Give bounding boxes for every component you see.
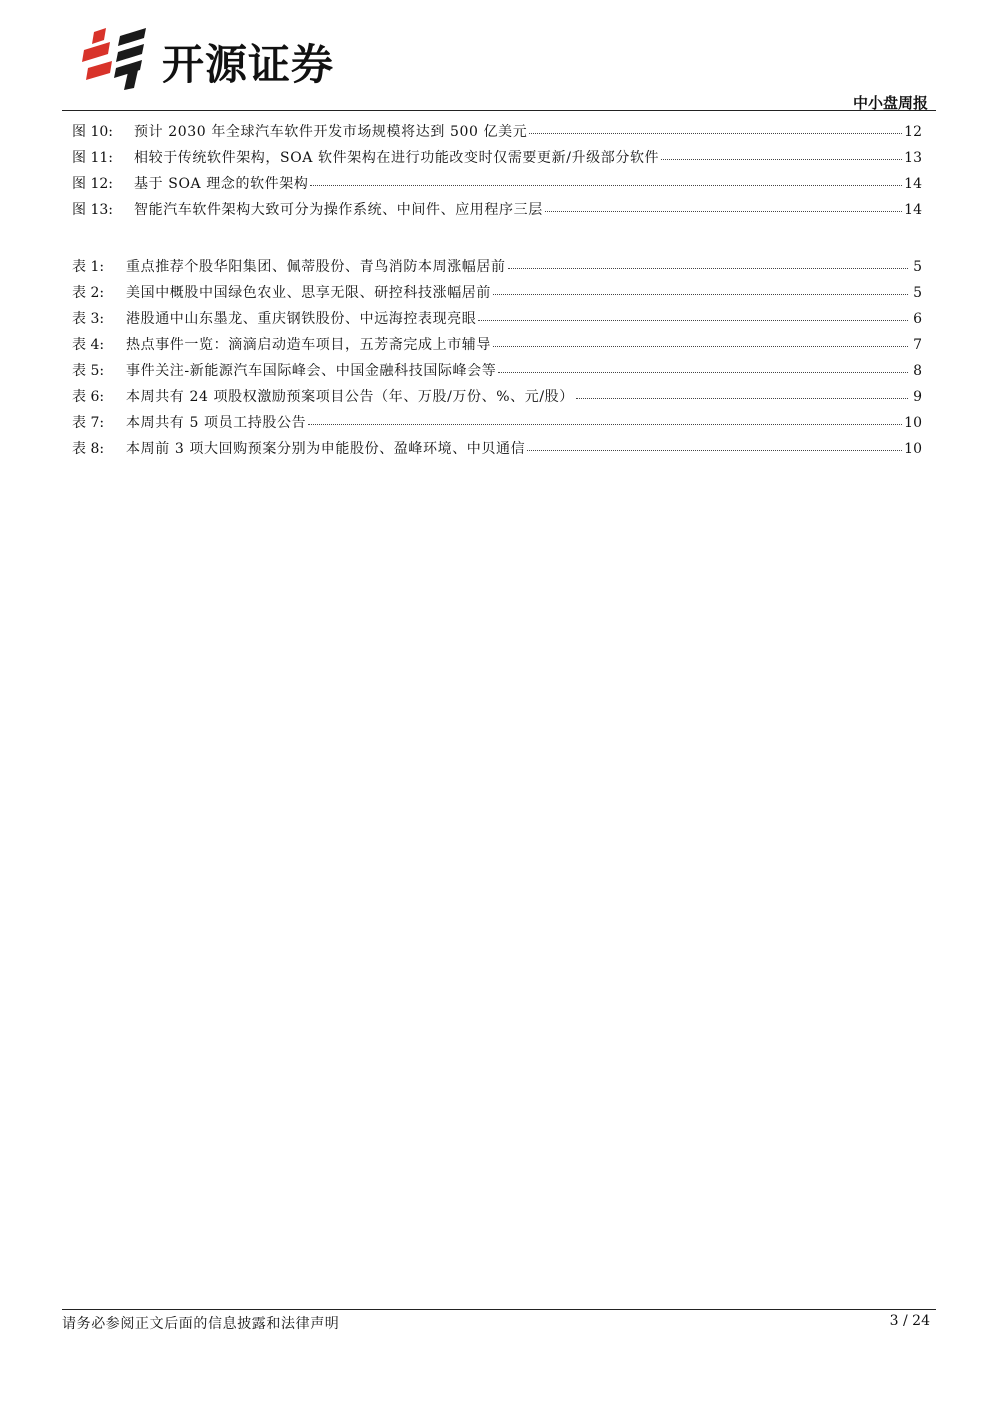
footer-divider: [62, 1309, 936, 1310]
dot-leader: [310, 175, 902, 186]
table-entry-page: 10: [904, 441, 922, 457]
figure-entry[interactable]: [72, 173, 922, 199]
figure-entry-title: 预计 2030 年全球汽车软件开发市场规模将达到 500 亿美元: [134, 124, 528, 140]
table-entry-title: 事件关注-新能源汽车国际峰会、中国金融科技国际峰会等: [126, 363, 497, 379]
figure-entry[interactable]: [72, 147, 922, 173]
figure-entry-label: 图 11:: [72, 150, 113, 166]
table-entry-label: 表 2:: [72, 285, 105, 301]
figure-entry-title: 智能汽车软件架构大致可分为操作系统、中间件、应用程序三层: [134, 202, 543, 218]
table-entry-page: 10: [904, 415, 922, 431]
figure-entry-page: 12: [904, 124, 922, 140]
table-entry-page: 7: [913, 337, 922, 353]
table-entry[interactable]: [72, 360, 922, 386]
table-entry-label: 表 3:: [72, 311, 105, 327]
table-entry-label: 表 8:: [72, 441, 105, 457]
table-entry-label: 表 5:: [72, 363, 105, 379]
table-entry-page: 8: [913, 363, 922, 379]
brand-logo-icon: [80, 26, 150, 90]
dot-leader: [527, 440, 902, 451]
table-entry-title: 热点事件一览：滴滴启动造车项目，五芳斋完成上市辅导: [126, 337, 491, 353]
footer-disclaimer: 请务必参阅正文后面的信息披露和法律声明: [62, 1316, 340, 1332]
table-list: [72, 256, 922, 464]
table-entry-title: 本周共有 24 项股权激励预案项目公告（年、万股/万份、%、元/股）: [126, 389, 574, 405]
table-entry-label: 表 4:: [72, 337, 105, 353]
figure-entry[interactable]: [72, 121, 922, 147]
figure-list: [72, 121, 922, 225]
dot-leader: [493, 336, 908, 347]
dot-leader: [508, 258, 908, 269]
figure-entry-label: 图 12:: [72, 176, 113, 192]
table-entry[interactable]: [72, 386, 922, 412]
table-entry-page: 5: [913, 285, 922, 301]
table-entry-title: 美国中概股中国绿色农业、思享无限、研控科技涨幅居前: [126, 285, 491, 301]
header-divider: [62, 110, 936, 111]
figure-entry-label: 图 13:: [72, 202, 113, 218]
table-entry-page: 6: [913, 311, 922, 327]
figure-entry-page: 14: [904, 176, 922, 192]
table-entry-title: 本周共有 5 项员工持股公告: [126, 415, 307, 431]
table-entry-title: 重点推荐个股华阳集团、佩蒂股份、青鸟消防本周涨幅居前: [126, 259, 506, 275]
dot-leader: [493, 284, 908, 295]
dot-leader: [308, 414, 902, 425]
table-entry-title: 港股通中山东墨龙、重庆钢铁股份、中远海控表现亮眼: [126, 311, 477, 327]
page-indicator: 3 / 24: [889, 1313, 930, 1329]
figure-entry-label: 图 10:: [72, 124, 113, 140]
table-entry-label: 表 1:: [72, 259, 105, 275]
dot-leader: [661, 149, 902, 160]
figure-entry-page: 13: [904, 150, 922, 166]
table-entry[interactable]: [72, 256, 922, 282]
table-entry[interactable]: [72, 334, 922, 360]
brand-name: 开源证券: [162, 40, 335, 89]
table-entry-page: 5: [913, 259, 922, 275]
table-entry-title: 本周前 3 项大回购预案分别为申能股份、盈峰环境、中贝通信: [126, 441, 526, 457]
dot-leader: [576, 388, 908, 399]
figure-entry-title: 相较于传统软件架构，SOA 软件架构在进行功能改变时仅需要更新/升级部分软件: [134, 150, 660, 166]
table-entry[interactable]: [72, 282, 922, 308]
table-entry[interactable]: [72, 438, 922, 464]
figure-entry[interactable]: [72, 199, 922, 225]
dot-leader: [529, 123, 902, 134]
dot-leader: [478, 310, 908, 321]
figure-entry-page: 14: [904, 202, 922, 218]
table-entry-label: 表 6:: [72, 389, 105, 405]
table-entry-label: 表 7:: [72, 415, 105, 431]
report-type: 中小盘周报: [852, 94, 928, 112]
table-entry[interactable]: [72, 412, 922, 438]
figure-entry-title: 基于 SOA 理念的软件架构: [134, 176, 309, 192]
dot-leader: [545, 201, 902, 212]
table-entry[interactable]: [72, 308, 922, 334]
brand-logo: [80, 26, 380, 96]
table-entry-page: 9: [913, 389, 922, 405]
dot-leader: [498, 362, 908, 373]
